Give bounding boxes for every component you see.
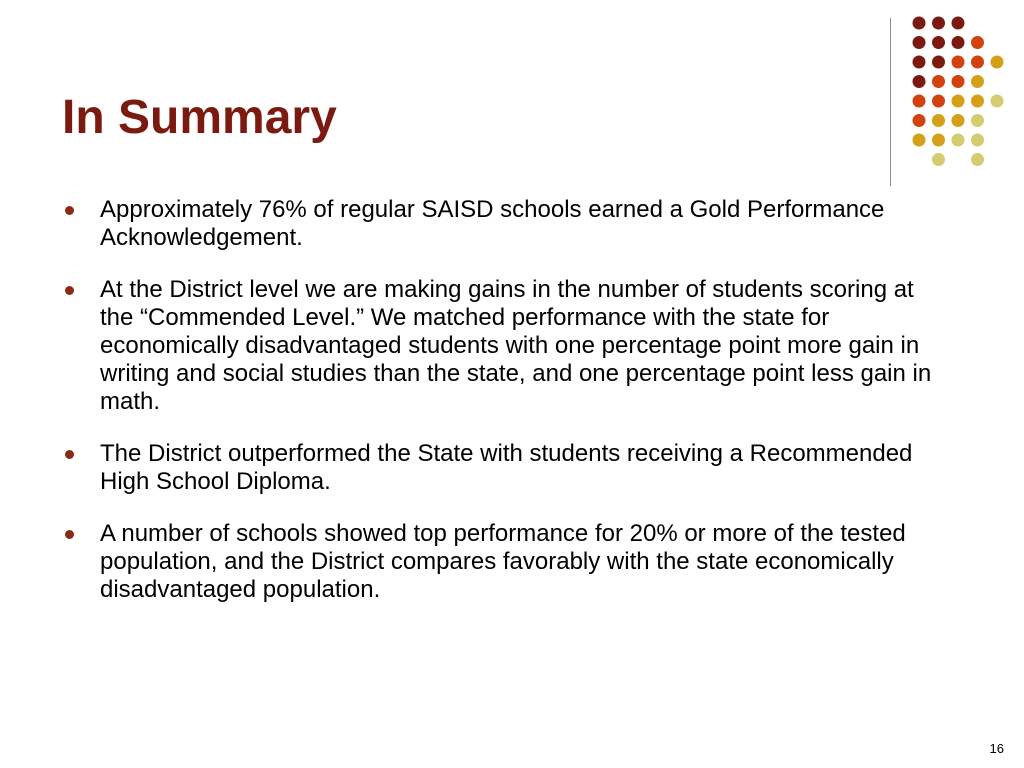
decorative-dot [913,95,926,108]
bullet-item [64,520,944,604]
decorative-dot [952,17,965,30]
bullet-item [64,440,944,496]
vertical-divider [890,18,891,186]
decorative-dot [932,17,945,30]
decorative-dot [932,134,945,147]
decorative-dot [971,75,984,88]
decorative-dot [971,36,984,49]
decorative-dot [932,114,945,127]
decorative-dot [913,56,926,69]
slide-title: In Summary [62,91,337,144]
bullet-text: A number of schools showed top performance for 20% or more of the tested population, and the District compares favorably with the state economically disadvantaged population. [100,520,906,603]
decorative-dot [952,36,965,49]
bullet-marker-icon [65,286,74,295]
page-number: 16 [989,741,1004,756]
bullet-item [64,196,944,252]
bullet-list [64,196,944,628]
bullet-marker-icon [65,450,74,459]
decorative-dot [913,17,926,30]
decorative-dot [991,56,1004,69]
bullet-marker-icon [65,206,74,215]
decorative-dot [913,134,926,147]
bullet-text: At the District level we are making gains in the number of students scoring at the “Commended Level.” We matched performance with the state for economically disadvantaged students with one percentage point more gain in writing and social studies than the state, and one percentage point less gain in math. [100,276,932,415]
decorative-dot [971,95,984,108]
decorative-dot [913,36,926,49]
decorative-dot [971,114,984,127]
decorative-dot [991,95,1004,108]
decorative-dot [932,95,945,108]
decorative-dot [971,134,984,147]
decorative-dot [952,114,965,127]
decorative-dot [952,56,965,69]
decorative-dot [952,134,965,147]
decorative-dot [932,36,945,49]
bullet-text: Approximately 76% of regular SAISD schools earned a Gold Performance Acknowledgement. [100,196,885,251]
decorative-dot [932,153,945,166]
decorative-dot [913,75,926,88]
decorative-dot [952,75,965,88]
decorative-dot [971,153,984,166]
decorative-dot [971,56,984,69]
decorative-dot [932,56,945,69]
decorative-dot [913,114,926,127]
bullet-item [64,276,944,416]
bullet-marker-icon [65,530,74,539]
bullet-text: The District outperformed the State with students receiving a Recommended High School Diploma. [100,440,913,495]
decorative-dot [952,95,965,108]
decorative-dot [932,75,945,88]
